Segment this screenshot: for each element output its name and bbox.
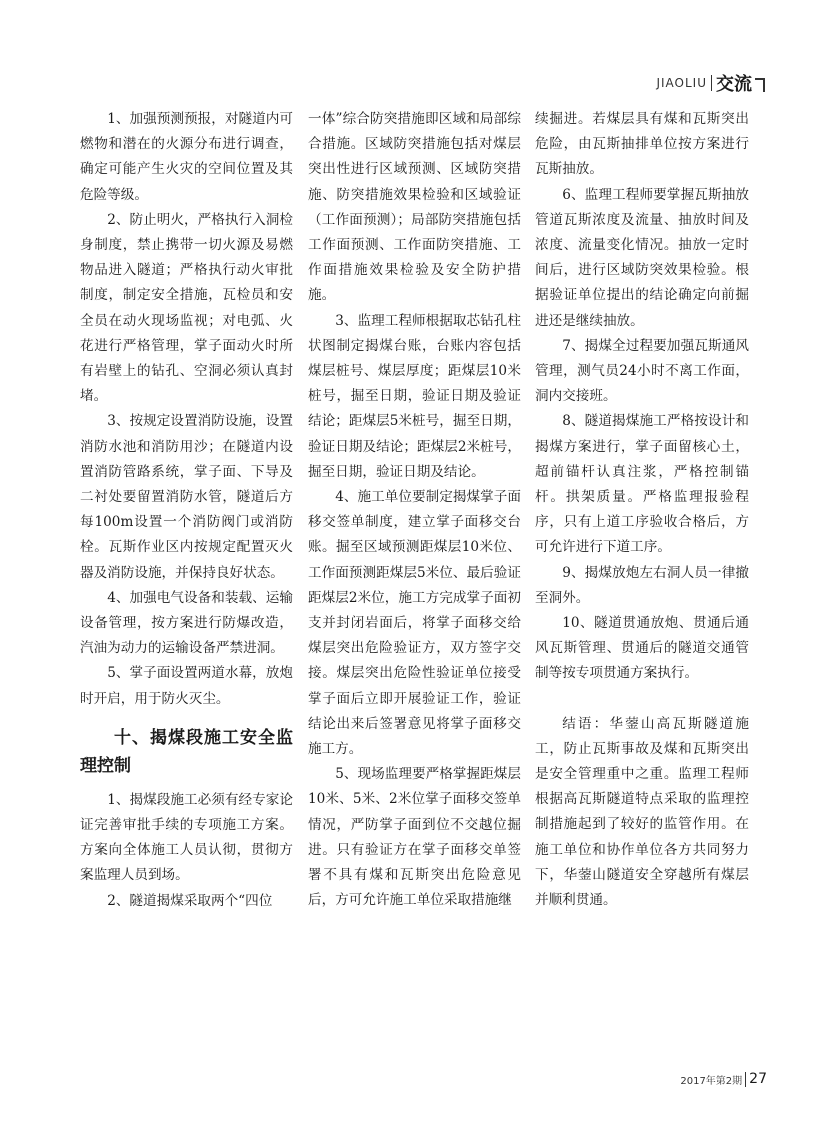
paragraph: 10、隧道贯通放炮、贯通后通风瓦斯管理、贯通后的隧道交通管制等按专项贯通方案执行。 bbox=[535, 615, 749, 682]
paragraph-gap bbox=[535, 687, 749, 712]
page-number: 27 bbox=[749, 1071, 767, 1087]
paragraph: 9、揭煤放炮左右洞人员一律撤至洞外。 bbox=[535, 564, 749, 606]
paragraph-continued: 续掘进。若煤层具有煤和瓦斯突出危险，由瓦斯抽排单位按方案进行瓦斯抽放。 bbox=[535, 111, 749, 178]
section-name-cn: 交流 bbox=[716, 74, 752, 95]
issue-label: 2017年第2期 bbox=[680, 1075, 743, 1087]
section-heading: 十、揭煤段施工安全监理控制 bbox=[80, 727, 293, 776]
paragraph: 6、监理工程师要掌握瓦斯抽放管道瓦斯浓度及流量、抽放时间及浓度、流量变化情况。抽放一定时间后，进行区域防突效果检验。根据验证单位提出的结论确定向前掘进还是继续抽放。 bbox=[535, 186, 749, 329]
section-name-en: JIAOLIU bbox=[656, 76, 707, 90]
column-3 bbox=[535, 107, 749, 913]
paragraph: 1、加强预测预报，对隧道内可燃物和潜在的火源分布进行调查，确定可能产生火灾的空间位置及其危险等级。 bbox=[80, 111, 293, 203]
paragraph: 5、现场监理要严格掌握距煤层10米、5米、2米位掌子面移交签单情况，严防掌子面到位不交越位掘进。只有验证方在掌子面移交单签署不具有煤和瓦斯突出危险意见后，方可允许施工单位采取措施继 bbox=[308, 766, 521, 909]
paragraph-continued: 一体”综合防突措施即区域和局部综合措施。区域防突措施包括对煤层突出性进行区域预测、区域防突措施、防突措施效果检验和区域验证（工作面预测）；局部防突措施包括工作面预测、工作面防突措施、工作面措施效果检验及安全防护措施。 bbox=[308, 111, 521, 304]
paragraph: 2、隧道揭煤采取两个“四位 bbox=[107, 892, 273, 909]
paragraph: 2、防止明火，严格执行入洞检身制度，禁止携带一切火源及易燃物品进入隧道；严格执行动火审批制度，制定安全措施，瓦检员和安全员在动火现场监视；对电弧、火花进行严格管理，掌子面动火时所有岩壁上的钻孔、空洞必须认真封堵。 bbox=[80, 211, 293, 405]
paragraph: 3、按规定设置消防设施，设置消防水池和消防用沙；在隧道内设置消防管路系统，掌子面、下导及二衬处要留置消防水管，隧道后方每100m设置一个消防阀门或消防栓。瓦斯作业区内按规定配置灭火器及消防设施，并保持良好状态。 bbox=[80, 413, 293, 581]
header-divider bbox=[711, 75, 712, 91]
paragraph: 4、加强电气设备和装载、运输设备管理，按方案进行防爆改造，汽油为动力的运输设备严禁进洞。 bbox=[80, 589, 293, 657]
paragraph: 8、隧道揭煤施工严格按设计和揭煤方案进行，掌子面留核心土，超前锚杆认真注浆，严格控制锚杆。拱架质量。严格监理报验程序，只有上道工序验收合格后，方可允许进行下道工序。 bbox=[535, 413, 749, 556]
paragraph: 5、掌子面设置两道水幕，放炮时开启，用于防火灭尘。 bbox=[80, 665, 293, 707]
corner-mark-icon bbox=[755, 78, 765, 92]
running-header bbox=[656, 70, 765, 96]
paragraph: 7、揭煤全过程要加强瓦斯通风管理，测气员24小时不离工作面，洞内交接班。 bbox=[535, 337, 749, 405]
column-1 bbox=[80, 107, 293, 914]
column-2 bbox=[308, 107, 521, 914]
footer-divider bbox=[745, 1072, 746, 1087]
page-footer bbox=[680, 1071, 767, 1087]
conclusion-paragraph: 结语：华蓥山高瓦斯隧道施工，防止瓦斯事故及煤和瓦斯突出是安全管理重中之重。监理工程师根据高瓦斯隧道特点采取的监理控制措施起到了较好的监管作用。在施工单位和协作单位各方共同努力下，华蓥山隧道安全穿越所有煤层并顺利贯通。 bbox=[535, 715, 749, 909]
paragraph: 3、监理工程师根据取芯钻孔柱状图制定揭煤台账，台账内容包括煤层桩号、煤层厚度；距煤层10米桩号，掘至日期，验证日期及验证结论；距煤层5米桩号，掘至日期，验证日期及结论；距煤层2米桩号，掘至日期，验证日期及结论。 bbox=[308, 312, 521, 480]
paragraph: 4、施工单位要制定揭煤掌子面移交签单制度，建立掌子面移交台账。掘至区域预测距煤层10米位、工作面预测距煤层5米位、最后验证距煤层2米位，施工方完成掌子面初支并封闭岩面后，将掌子面移交给煤层突出危险验证方，双方签字交接。煤层突出危险性验证单位接受掌子面后立即开展验证工作，验证结论出来后签署意见将掌子面移交施工方。 bbox=[308, 489, 521, 758]
paragraph: 1、揭煤段施工必须有经专家论证完善审批手续的专项施工方案。方案向全体施工人员认彻，贯彻方案监理人员到场。 bbox=[80, 791, 293, 884]
